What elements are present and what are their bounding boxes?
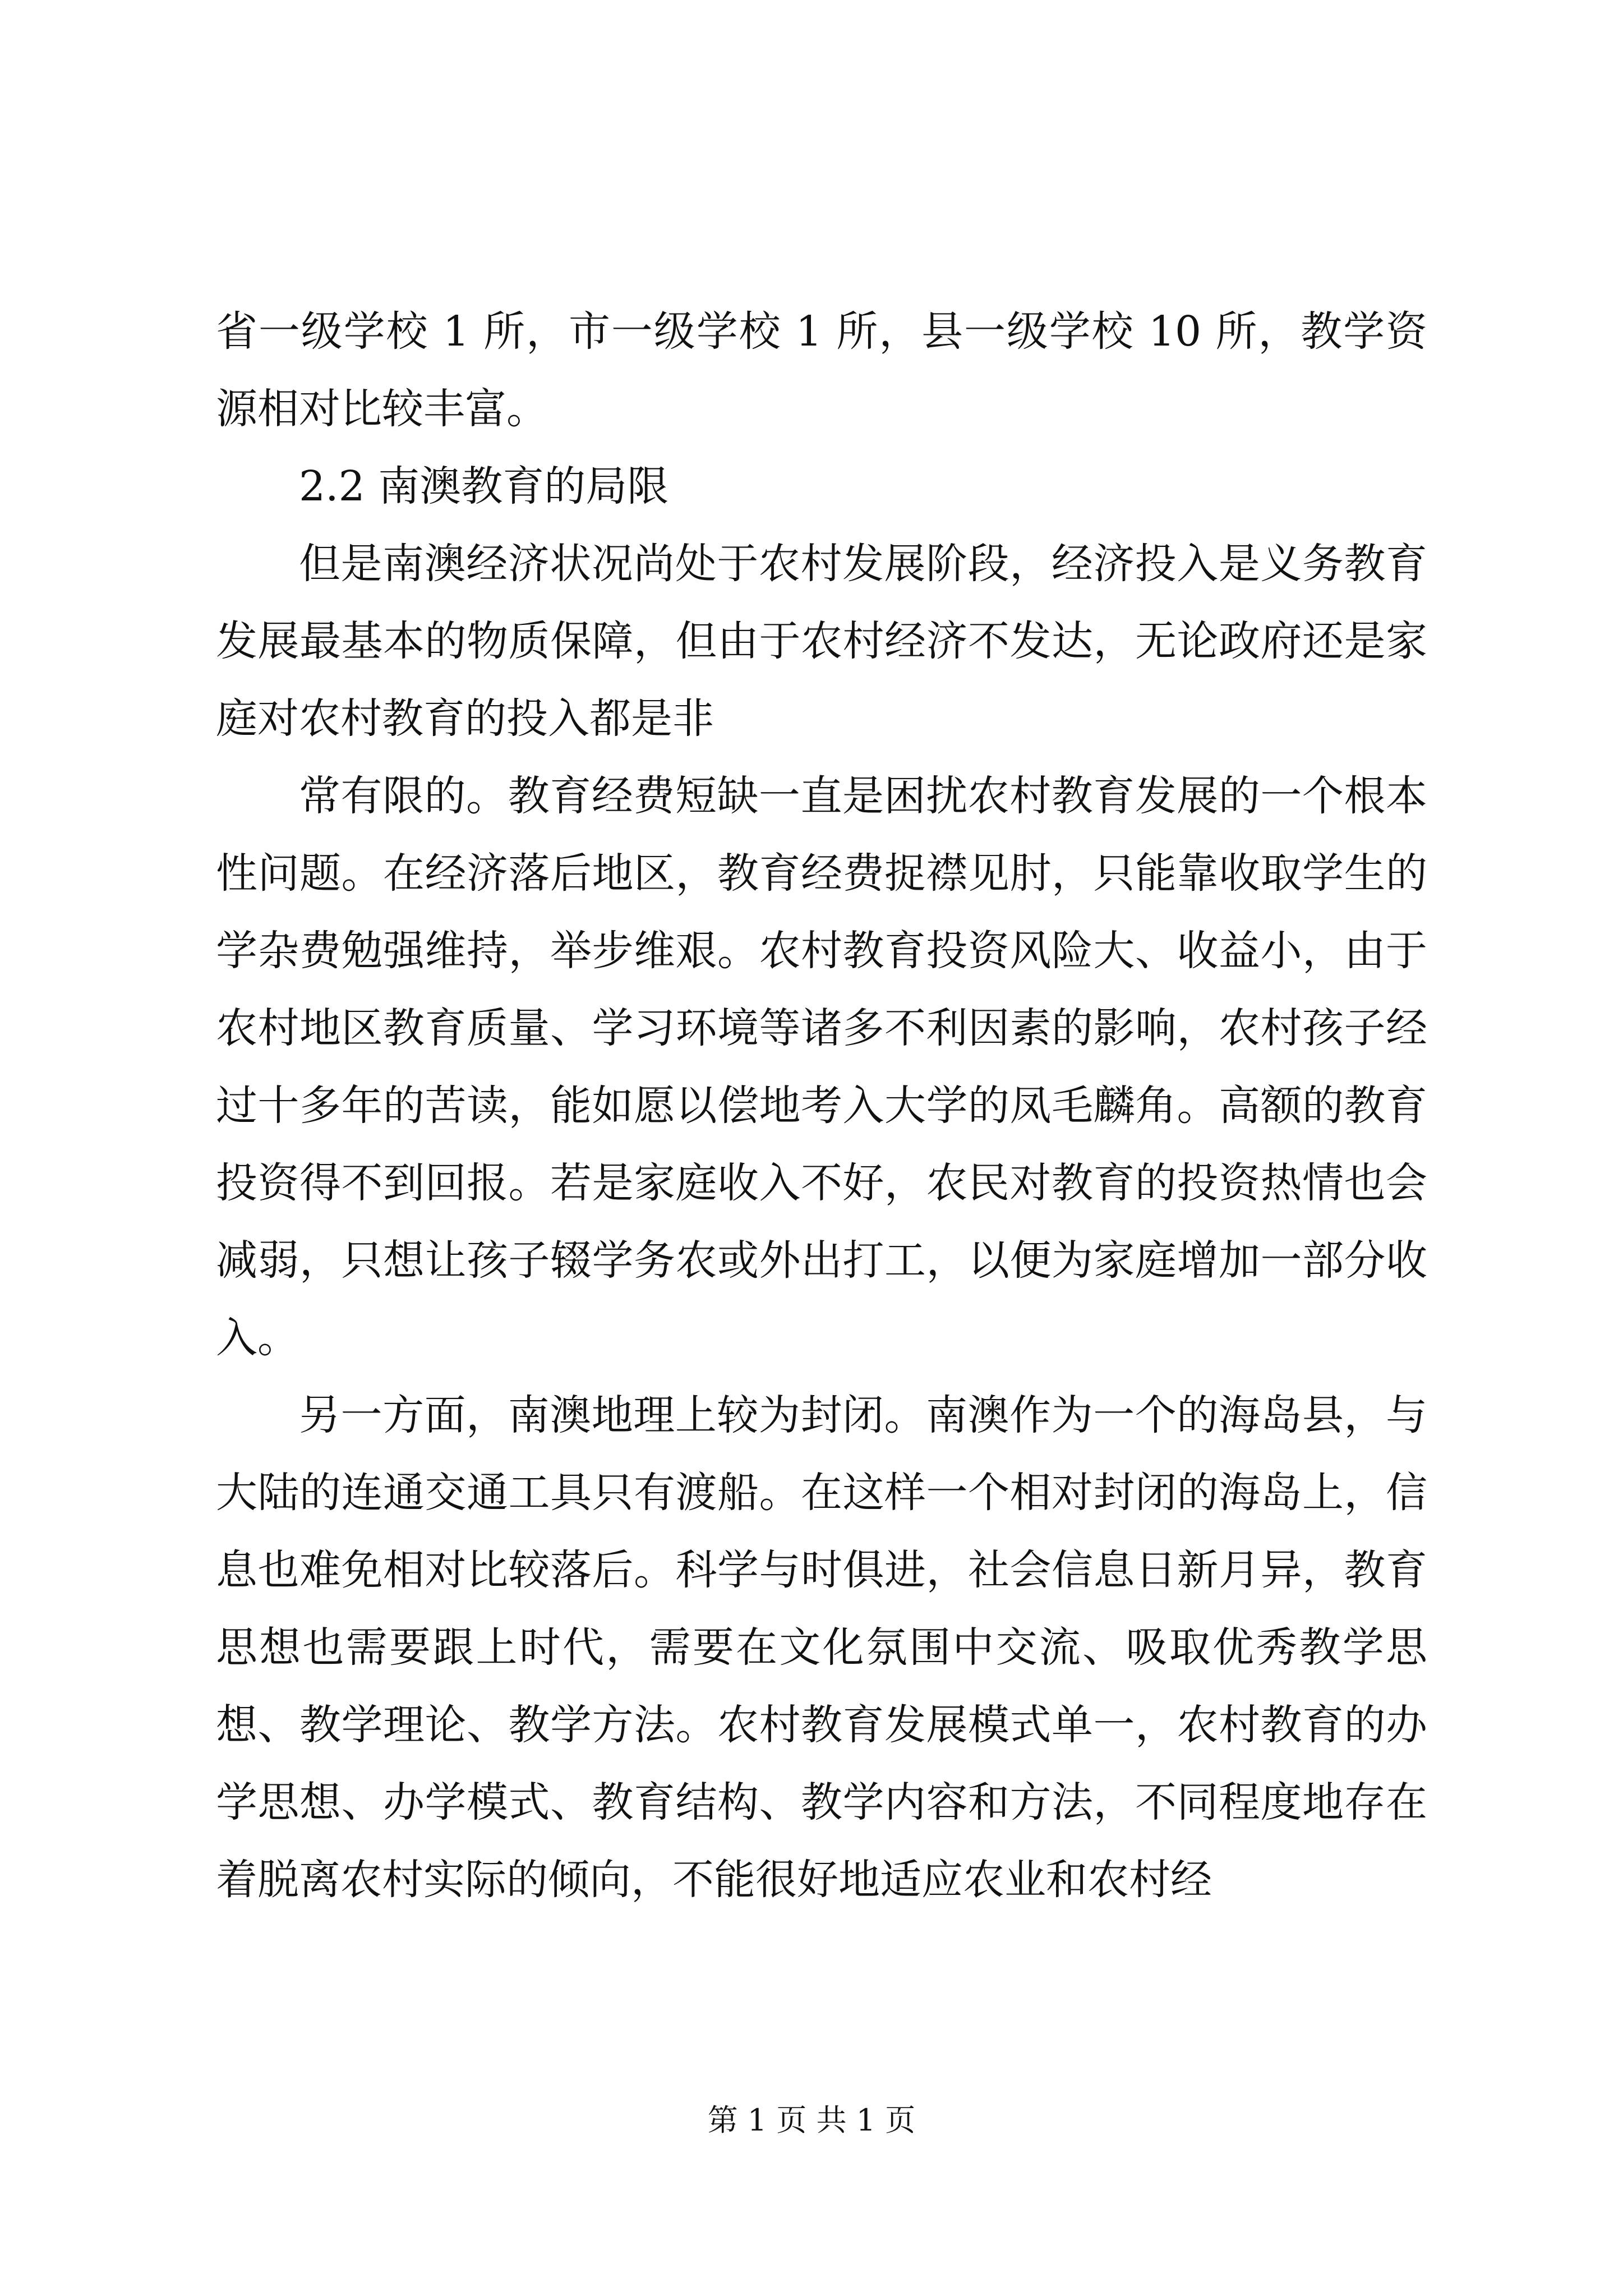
paragraph-4: 另一方面，南澳地理上较为封闭。南澳作为一个的海岛县，与大陆的连通交通工具只有渡船。在这样一个相对封闭的海岛上，信息也难免相对比较落后。科学与时俱进，社会信息日新月异，教育思想也需要跟上时代，需要在文化氛围中交流、吸取优秀教学思想、教学理论、教学方法。农村教育发展模式单一，农村教育的办学思想、办学模式、教育结构、教学内容和方法，不同程度地存在着脱离农村实际的倾向，不能很好地适应农业和农村经	[216, 1391, 1427, 1904]
page-number-label: 第 1 页 共 1 页	[707, 2102, 916, 2138]
document-body	[216, 293, 1427, 1918]
page-footer	[0, 2101, 1623, 2140]
paragraph-1: 省一级学校 1 所，市一级学校 1 所，县一级学校 10 所，教学资源相对比较丰富。	[216, 307, 1427, 433]
paragraph-3: 常有限的。教育经费短缺一直是困扰农村教育发展的一个根本性问题。在经济落后地区，教育经费捉襟见肘，只能靠收取学生的学杂费勉强维持，举步维艰。农村教育投资风险大、收益小，由于农村地区教育质量、学习环境等诸多不利因素的影响，农村孩子经过十多年的苦读，能如愿以偿地考入大学的凤毛麟角。高额的教育投资得不到回报。若是家庭收入不好，农民对教育的投资热情也会减弱，只想让孩子辍学务农或外出打工，以便为家庭增加一部分收入。	[216, 772, 1427, 1362]
section-heading: 2.2 南澳教育的局限	[299, 462, 669, 510]
paragraph-2: 但是南澳经济状况尚处于农村发展阶段，经济投入是义务教育发展最基本的物质保障，但由于农村经济不发达，无论政府还是家庭对农村教育的投入都是非	[216, 540, 1427, 743]
